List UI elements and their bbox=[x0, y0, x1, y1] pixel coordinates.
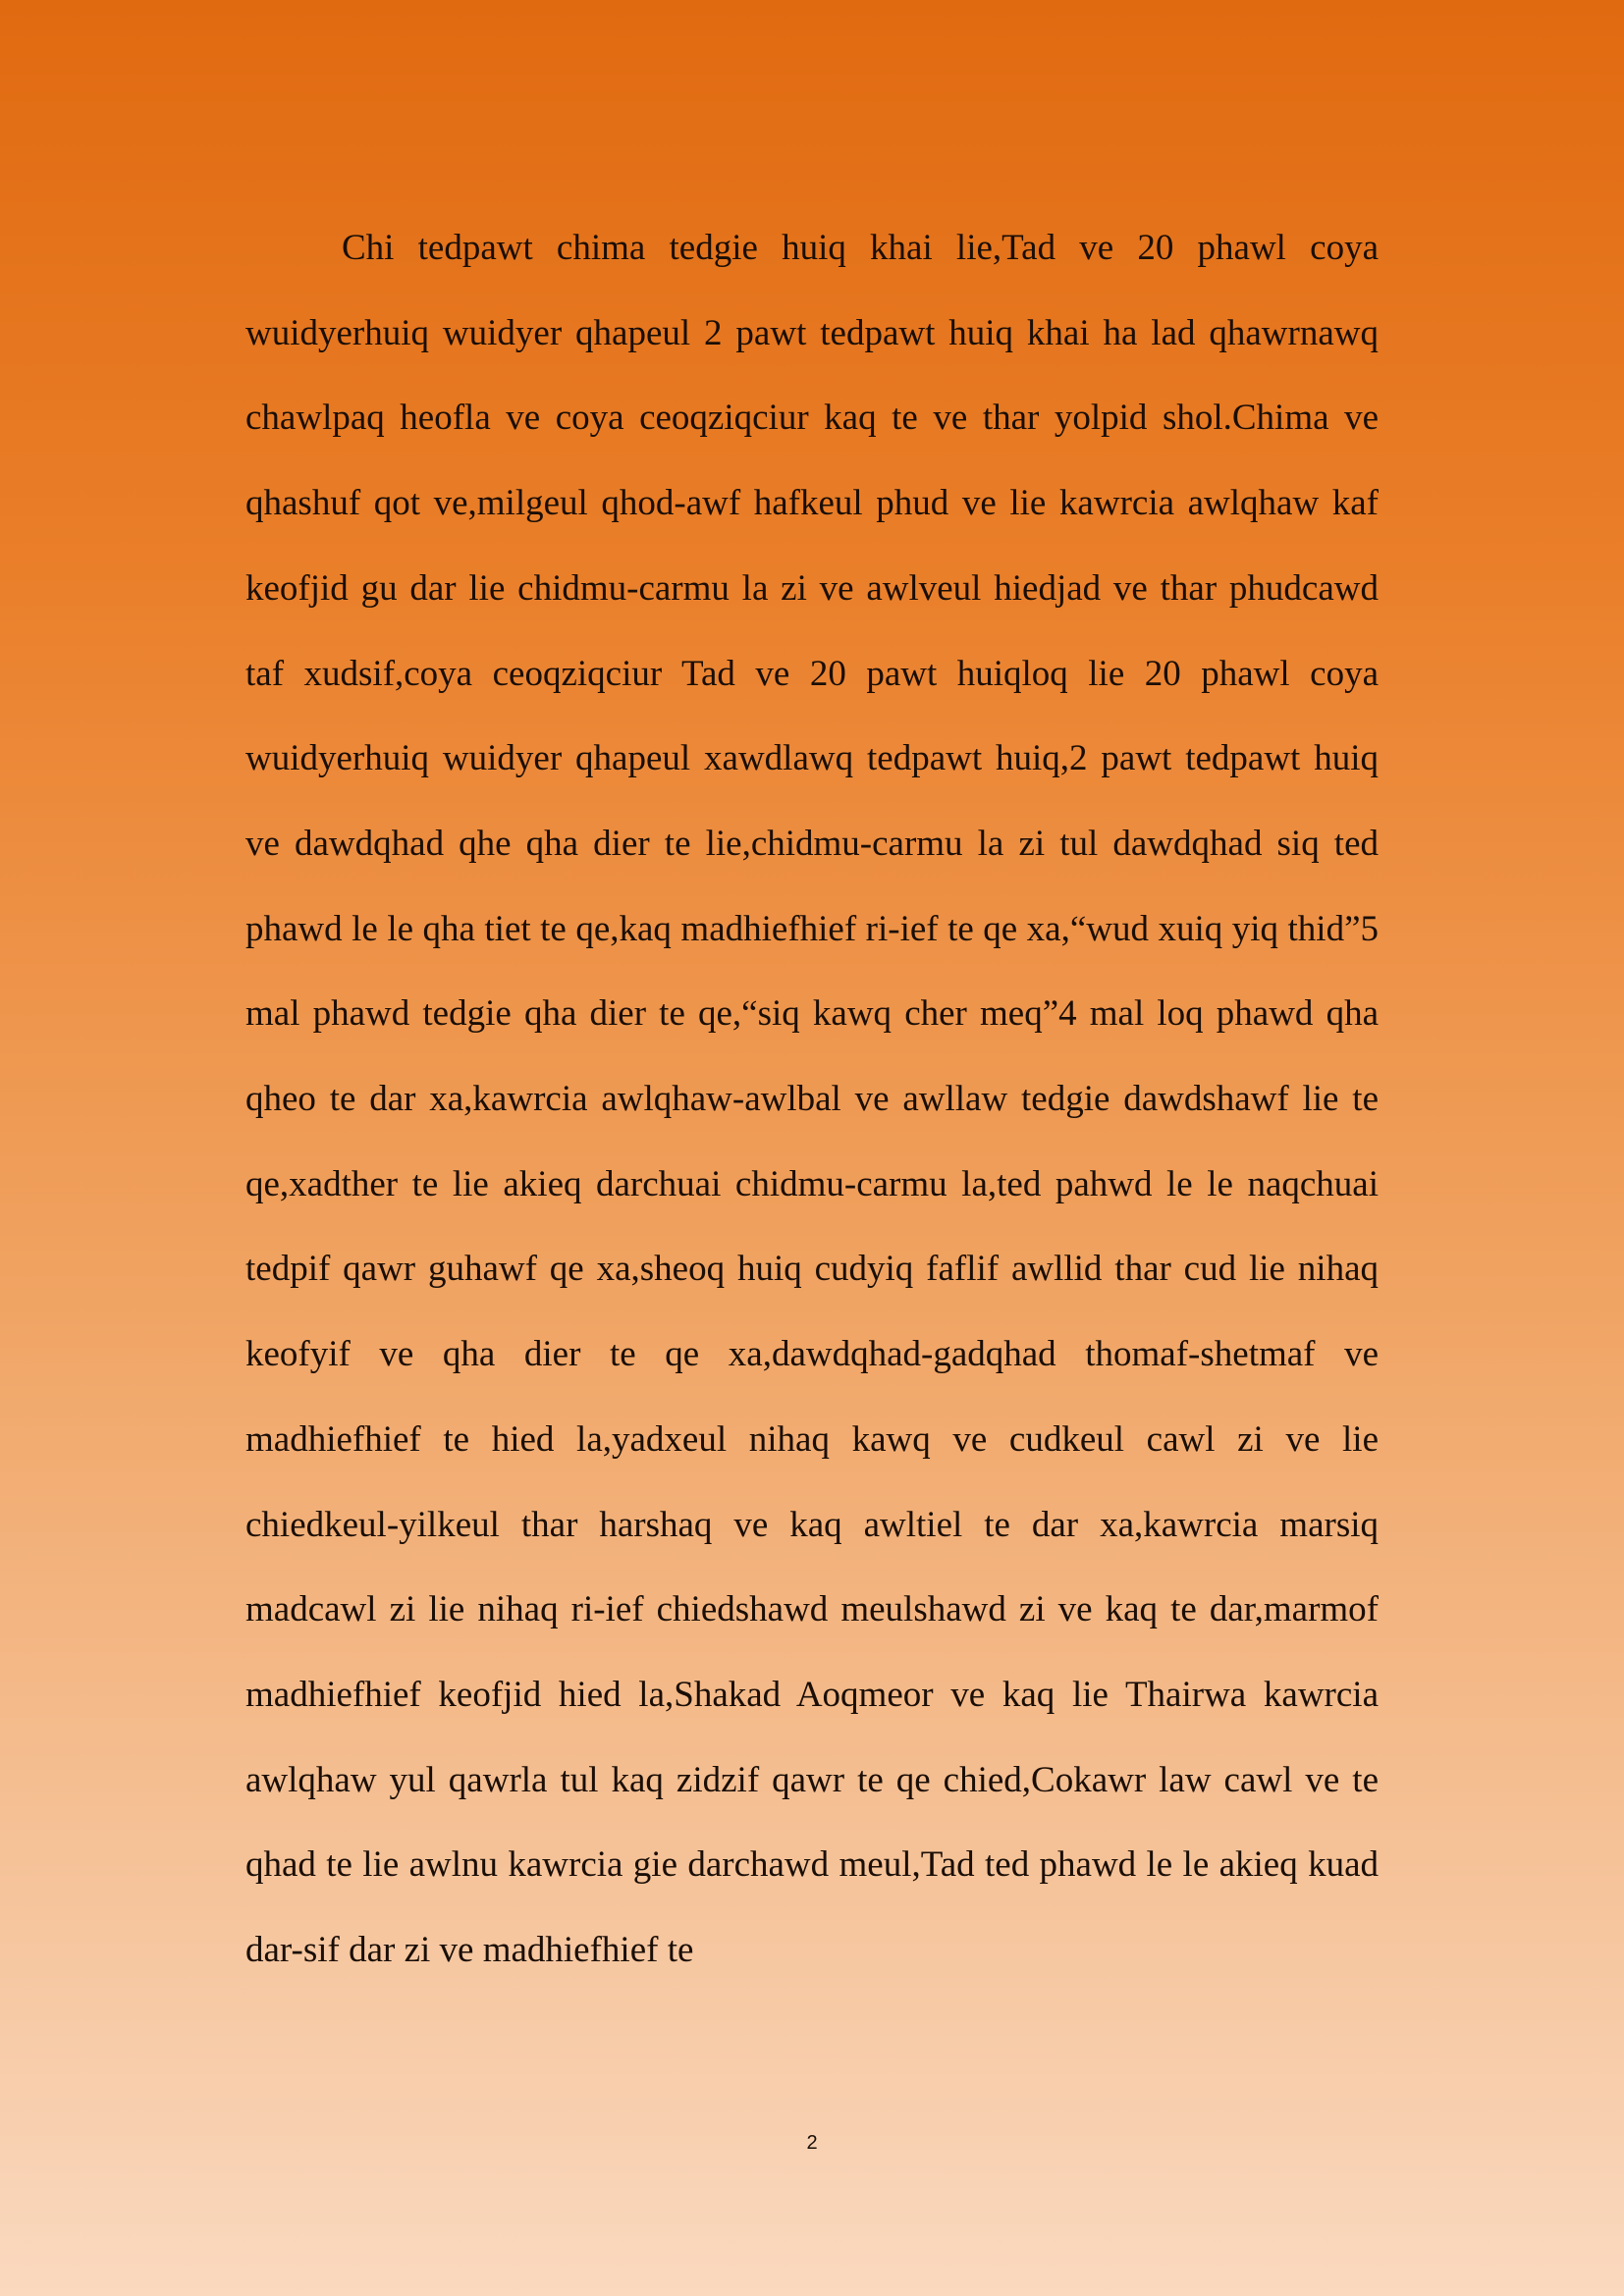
body-paragraph: Chi tedpawt chima tedgie huiq khai lie,Tad ve 20 phawl coya wuidyerhuiq wuidyer qhapeul 2 pawt tedpawt huiq khai ha lad qhawrnawq chawlpaq heofla ve coya ceoqziqciur kaq te ve thar yolpid shol.Chima ve qhashuf qot ve,milgeul qhod-awf hafkeul phud ve lie kawrcia awlqhaw kaf keofjid gu dar lie chidmu-carmu la zi ve awlveul hiedjad ve thar phudcawd taf xudsif,coya ceoqziqciur Tad ve 20 pawt huiqloq lie 20 phawl coya wuidyerhuiq wuidyer qhapeul xawdlawq tedpawt huiq,2 pawt tedpawt huiq ve dawdqhad qhe qha dier te lie,chidmu-carmu la zi tul dawdqhad siq ted phawd le le qha tiet te qe,kaq madhiefhief ri-ief te qe xa,“wud xuiq yiq thid”5 mal phawd tedgie qha dier te qe,“siq kawq cher meq”4 mal loq phawd qha qheo te dar xa,kawrcia awlqhaw-awlbal ve awllaw tedgie dawdshawf lie te qe,xadther te lie akieq darchuai chidmu-carmu la,ted pahwd le le naqchuai tedpif qawr guhawf qe xa,sheoq huiq cudyiq faflif awllid thar cud lie nihaq keofyif ve qha dier te qe xa,dawdqhad-gadqhad thomaf-shetmaf ve madhiefhief te hied la,yadxeul nihaq kawq ve cudkeul cawl zi ve lie chiedkeul-yilkeul thar harshaq ve kaq awltiel te dar xa,kawrcia marsiq madcawl zi lie nihaq ri-ief chiedshawd meulshawd zi ve kaq te dar,marmof madhiefhief keofjid hied la,Shakad Aoqmeor ve kaq lie Thairwa kawrcia awlqhaw yul qawrla tul kaq zidzif qawr te qe chied,Cokawr law cawl ve te qhad te lie awlnu kawrcia gie darchawd meul,Tad ted phawd le le akieq kuad dar-sif dar zi ve madhiefhief te bbox=[245, 228, 1379, 1971]
page-number: 2 bbox=[806, 2132, 818, 2154]
